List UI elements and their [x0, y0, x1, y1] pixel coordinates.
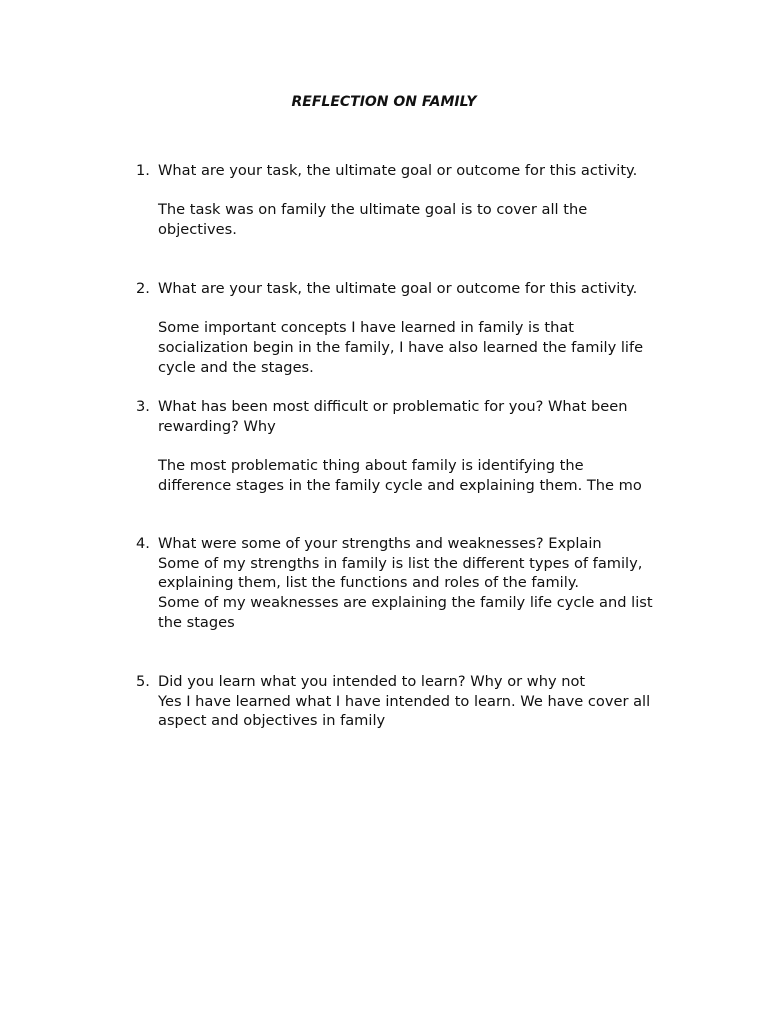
- question-text: What has been most difficult or problematic for you? What been: [158, 398, 628, 415]
- item-body: [158, 672, 678, 731]
- question-text: rewarding? Why: [158, 417, 276, 435]
- item-number: 4.: [136, 535, 150, 552]
- question-text: What are your task, the ultimate goal or outcome for this activity.: [158, 280, 638, 297]
- list-item-5: [136, 672, 676, 731]
- item-body: [158, 397, 678, 496]
- answer-text: Some of my weaknesses are explaining the family life cycle and list: [158, 594, 653, 612]
- answer-text: cycle and the stages.: [158, 358, 314, 376]
- answer-text: explaining them, list the functions and roles of the family.: [158, 574, 579, 592]
- answer-text: objectives.: [158, 221, 237, 239]
- document-title: REFLECTION ON FAMILY: [291, 94, 477, 110]
- answer-text: Some important concepts I have learned in family is that: [158, 319, 574, 337]
- item-body: [158, 279, 678, 378]
- item-number: 1.: [136, 162, 150, 179]
- answer-text: socialization begin in the family, I have also learned the family life: [158, 339, 644, 357]
- answer-text: difference stages in the family cycle and explaining them. The mo: [158, 476, 642, 494]
- item-number: 2.: [136, 280, 150, 297]
- list-item-4: [136, 534, 676, 633]
- answer-text: Yes I have learned what I have intended to learn. We have cover all: [158, 692, 651, 710]
- answer-text: the stages: [158, 613, 235, 631]
- list-item-1: [136, 161, 676, 240]
- question-text: What were some of your strengths and weaknesses? Explain: [158, 535, 602, 552]
- answer-text: The most problematic thing about family is identifying the: [158, 457, 584, 475]
- question-text: What are your task, the ultimate goal or outcome for this activity.: [158, 162, 638, 179]
- item-body: [158, 534, 678, 633]
- answer-text: aspect and objectives in family: [158, 712, 386, 730]
- question-text: Did you learn what you intended to learn? Why or why not: [158, 673, 586, 690]
- item-number: 3.: [136, 398, 150, 415]
- item-number: 5.: [136, 673, 150, 690]
- answer-text: The task was on family the ultimate goal is to cover all the: [158, 201, 588, 219]
- answer-text: Some of my strengths in family is list the different types of family,: [158, 554, 643, 572]
- list-item-2: [136, 279, 676, 378]
- item-body: [158, 161, 678, 240]
- list-item-3: [136, 397, 676, 496]
